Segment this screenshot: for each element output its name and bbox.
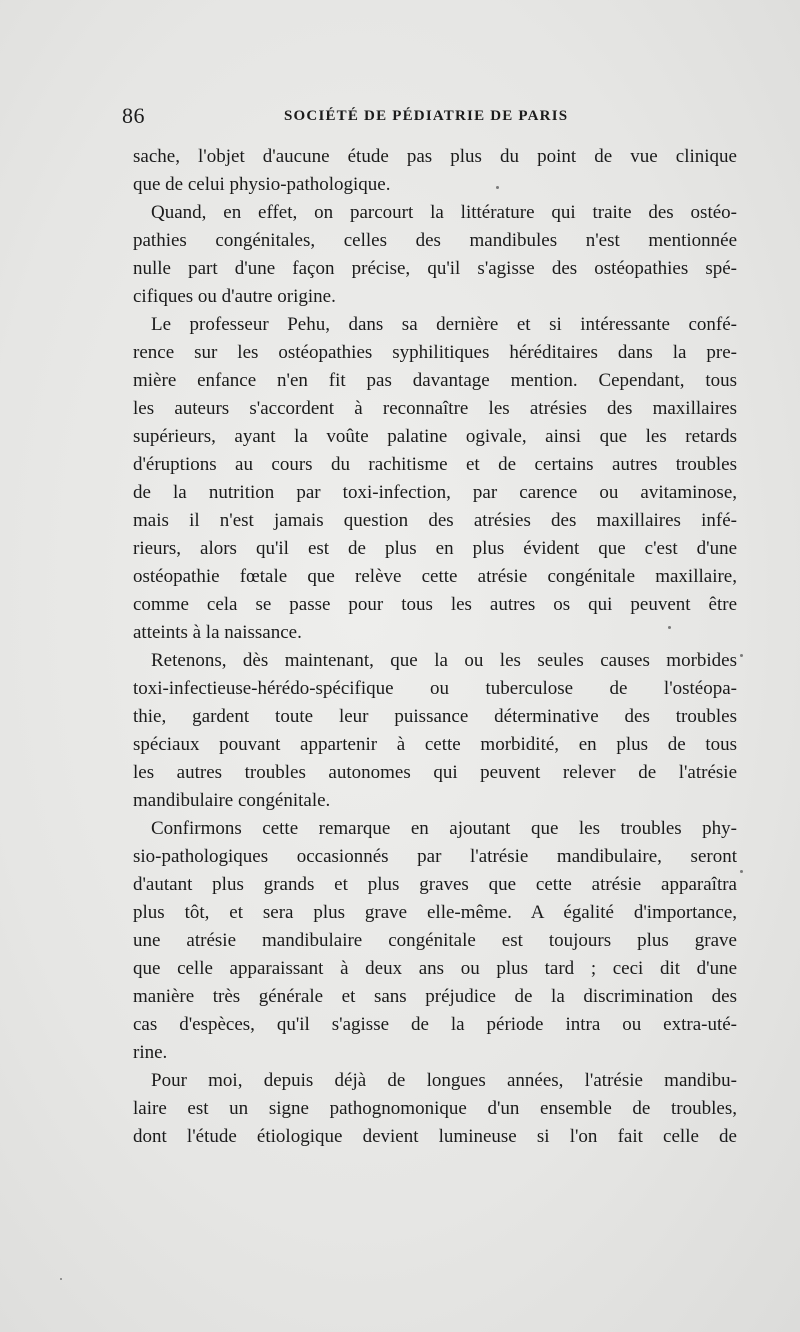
text-line: thie, gardent toute leur puissance déterminative des troubles xyxy=(133,706,737,727)
text-line: Le professeur Pehu, dans sa dernière et si intéressante confé- xyxy=(151,314,737,335)
paper-speck xyxy=(668,626,671,629)
paper-speck xyxy=(60,1278,62,1280)
text-line: d'autant plus grands et plus graves que cette atrésie apparaîtra xyxy=(133,874,737,895)
text-line: rieurs, alors qu'il est de plus en plus évident que c'est d'une xyxy=(133,538,737,559)
text-line: sache, l'objet d'aucune étude pas plus du point de vue clinique xyxy=(133,146,737,167)
text-line: Pour moi, depuis déjà de longues années, l'atrésie mandibu- xyxy=(151,1070,737,1091)
text-line: manière très générale et sans préjudice de la discrimination des xyxy=(133,986,737,1007)
text-line: spéciaux pouvant appartenir à cette morbidité, en plus de tous xyxy=(133,734,737,755)
text-line: nulle part d'une façon précise, qu'il s'agisse des ostéopathies spé- xyxy=(133,258,737,279)
text-line: rine. xyxy=(133,1042,168,1063)
text-line: mière enfance n'en fit pas davantage mention. Cependant, tous xyxy=(133,370,737,391)
text-line: dont l'étude étiologique devient lumineuse si l'on fait celle de xyxy=(133,1126,737,1147)
text-line: mandibulaire congénitale. xyxy=(133,790,331,811)
text-line: sio-pathologiques occasionnés par l'atrésie mandibulaire, seront xyxy=(133,846,737,867)
text-line: Retenons, dès maintenant, que la ou les seules causes morbides xyxy=(151,650,737,671)
body-text xyxy=(133,143,737,1151)
text-line: laire est un signe pathognomonique d'un ensemble de troubles, xyxy=(133,1098,737,1119)
text-line: que de celui physio-pathologique. xyxy=(133,174,391,195)
paper-speck xyxy=(496,186,499,189)
text-line: rence sur les ostéopathies syphilitiques héréditaires dans la pre- xyxy=(133,342,737,363)
text-line: une atrésie mandibulaire congénitale est toujours plus grave xyxy=(133,930,737,951)
text-line: Confirmons cette remarque en ajoutant que les troubles phy- xyxy=(151,818,737,839)
running-title: SOCIÉTÉ DE PÉDIATRIE DE PARIS xyxy=(284,108,569,124)
paper-speck xyxy=(740,870,743,873)
text-line: toxi-infectieuse-hérédo-spécifique ou tuberculose de l'ostéopa- xyxy=(133,678,737,699)
page-number: 86 xyxy=(122,103,145,128)
text-line: mais il n'est jamais question des atrésies des maxillaires infé- xyxy=(133,510,737,531)
text-line: Quand, en effet, on parcourt la littérature qui traite des ostéo- xyxy=(151,202,737,223)
text-line: comme cela se passe pour tous les autres os qui peuvent être xyxy=(133,594,737,615)
text-line: supérieurs, ayant la voûte palatine ogivale, ainsi que les retards xyxy=(133,426,737,447)
text-line: cas d'espèces, qu'il s'agisse de la période intra ou extra-uté- xyxy=(133,1014,737,1035)
text-line: de la nutrition par toxi-infection, par carence ou avitaminose, xyxy=(133,482,737,503)
text-line: cifiques ou d'autre origine. xyxy=(133,286,336,307)
text-line: ostéopathie fœtale que relève cette atrésie congénitale maxillaire, xyxy=(133,566,737,587)
text-line: atteints à la naissance. xyxy=(133,622,302,643)
text-line: les auteurs s'accordent à reconnaître les atrésies des maxillaires xyxy=(133,398,737,419)
paper-speck xyxy=(740,654,743,657)
text-line: d'éruptions au cours du rachitisme et de certains autres troubles xyxy=(133,454,737,475)
text-line: que celle apparaissant à deux ans ou plus tard ; ceci dit d'une xyxy=(133,958,737,979)
text-line: plus tôt, et sera plus grave elle-même. A égalité d'importance, xyxy=(133,902,737,923)
page-header xyxy=(122,103,592,131)
text-line: pathies congénitales, celles des mandibules n'est mentionnée xyxy=(133,230,737,251)
text-line: les autres troubles autonomes qui peuvent relever de l'atrésie xyxy=(133,762,737,783)
